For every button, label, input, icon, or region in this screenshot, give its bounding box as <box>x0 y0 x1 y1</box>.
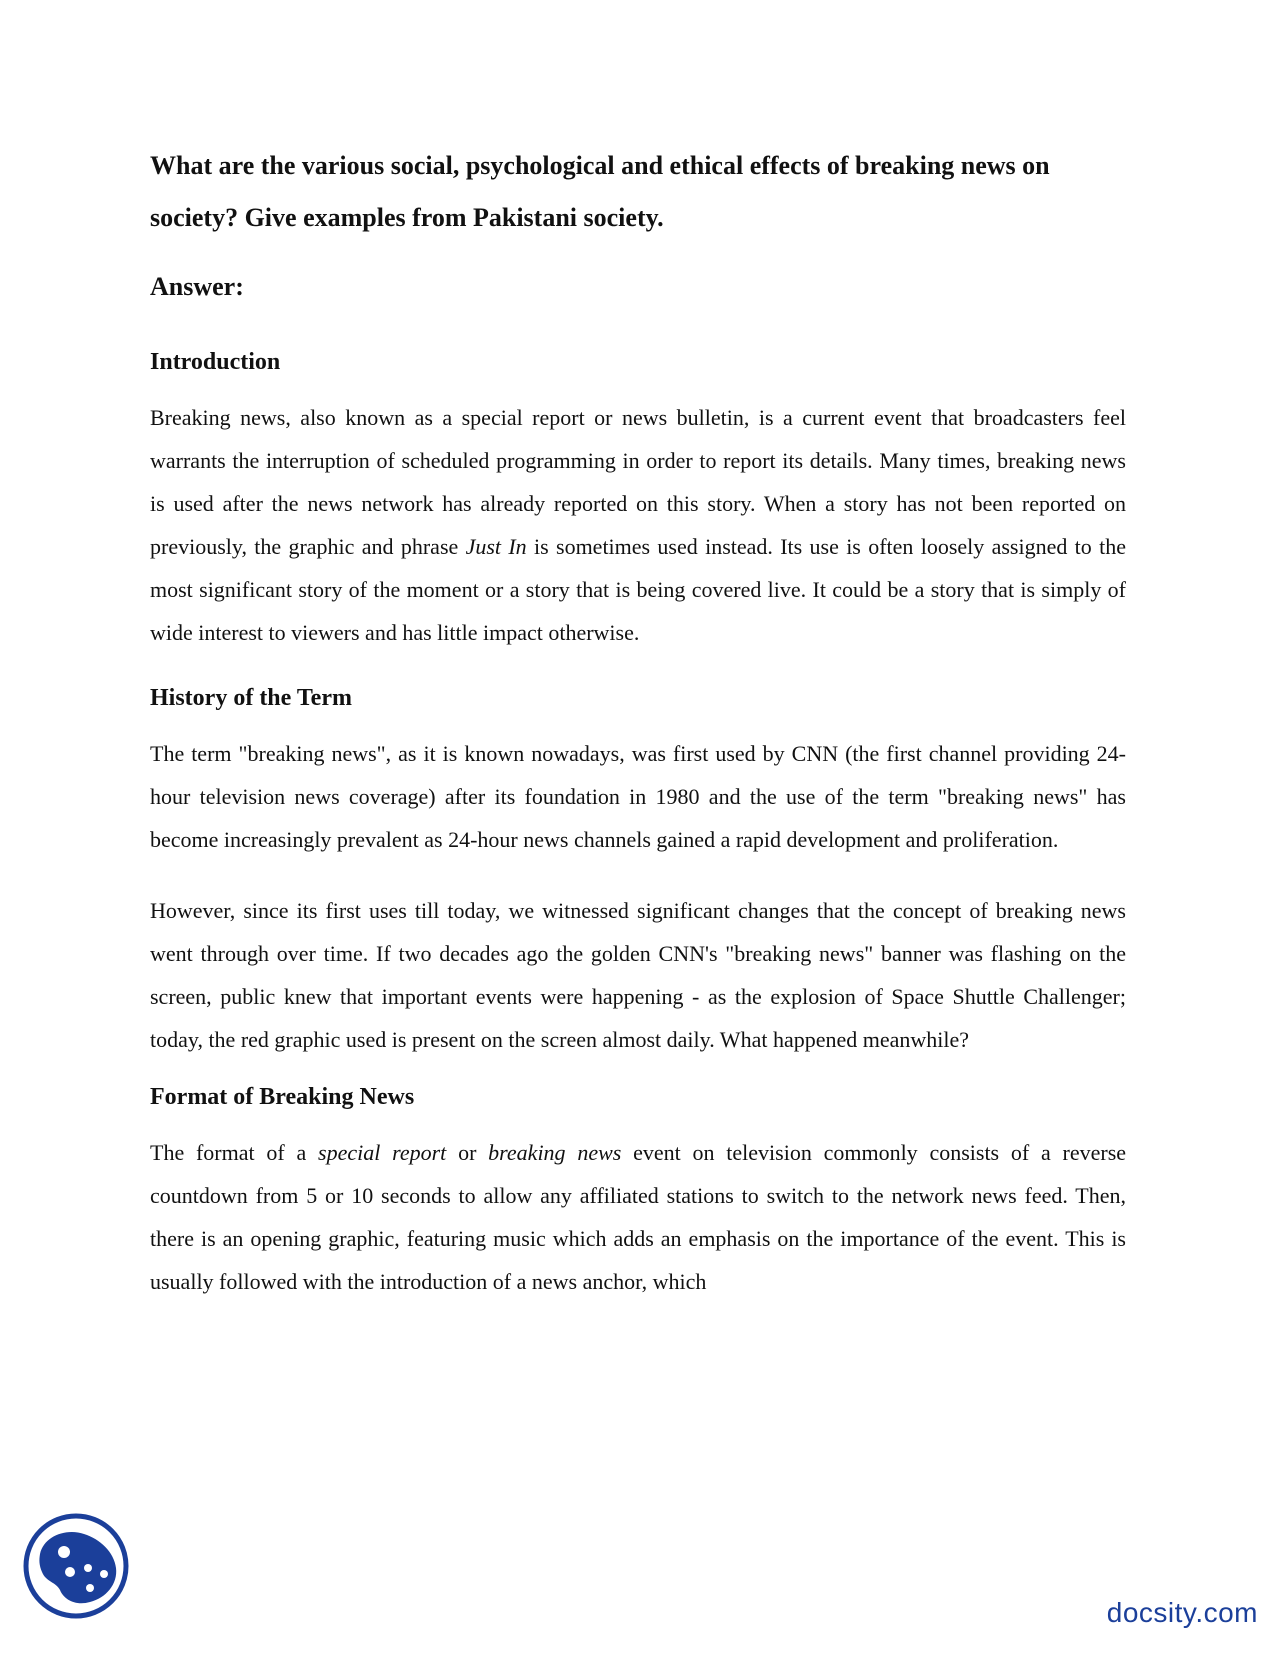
text-run: event on television commonly consists of a reverse countdown from 5 or 10 seconds to allow any affiliated stations to switch to the network news feed. Then, there is an opening graphic, featuring music which adds an emphasis on the importance of the event. This is usually followed with the introduction of a news anchor, which <box>150 1140 1127 1294</box>
document-body <box>150 140 1126 1331</box>
text-run: is sometimes used instead. Its use is often loosely assigned to the most significant story of the moment or a story that is being covered live. It could be a story that is simply of wide interest to viewers and has little impact otherwise. <box>150 534 1126 645</box>
docsity-brand-link[interactable]: docsity.com <box>1106 1597 1258 1628</box>
docsity-logo-icon[interactable] <box>22 1512 130 1620</box>
text-run: or <box>446 1140 489 1165</box>
section-heading-introduction: Introduction <box>150 349 281 375</box>
italic-phrase-special-report: special report <box>318 1140 447 1165</box>
section-heading-format: Format of Breaking News <box>150 1084 415 1110</box>
italic-phrase-breaking-news: breaking news <box>488 1140 622 1165</box>
history-paragraph-2: However, since its first uses till today, we witnessed significant changes that the concept of breaking news went through over time. If two decades ago the golden CNN's "breaking news" banner was flashing on the screen, public knew that important events were happening - as the explosion of Space Shuttle Challenger; today, the red graphic used is present on the screen almost daily. What happened meanwhile? <box>150 898 1126 1052</box>
introduction-paragraph <box>150 396 1126 654</box>
italic-phrase-just-in: Just In <box>465 534 527 559</box>
format-paragraph <box>150 1131 1126 1303</box>
history-paragraph-1: The term "breaking news", as it is known nowadays, was first used by CNN (the first channel providing 24-hour television news coverage) after its foundation in 1980 and the use of the term "breaking news" has become increasingly prevalent as 24-hour news channels gained a rapid development and proliferation. <box>150 741 1126 852</box>
text-run: Breaking news, also known as a special report or news bulletin, is a current event that broadcasters feel warrants the interruption of scheduled programming in order to report its details. Many times, breaking news is used after the news network has already reported on this story. When a story has not been reported on previously, the graphic and phrase <box>150 405 1126 559</box>
section-heading-history: History of the Term <box>150 685 352 711</box>
text-run: The format of a <box>150 1140 319 1165</box>
question-title: What are the various social, psychological and ethical effects of breaking news on society? Give examples from Pakistani society. <box>150 151 1050 232</box>
answer-label: Answer: <box>150 272 244 301</box>
